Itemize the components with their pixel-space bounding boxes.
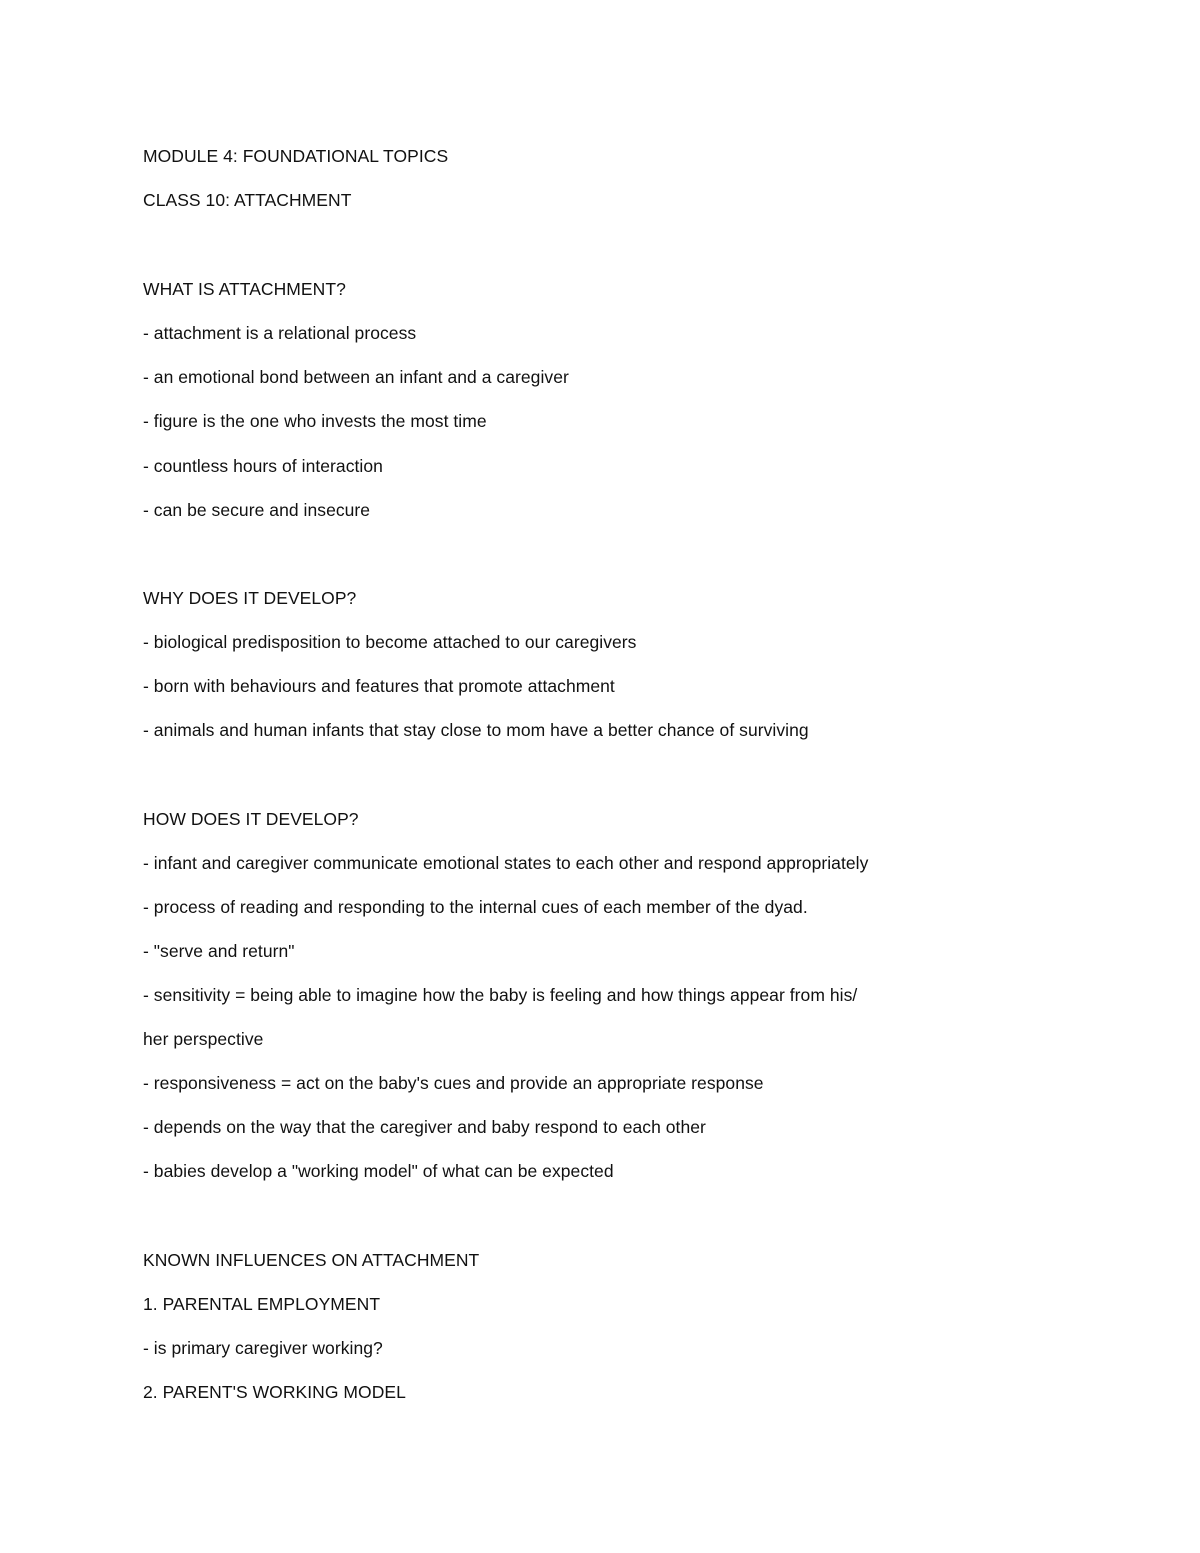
bullet-line: - infant and caregiver communicate emotional states to each other and respond appropriately (143, 853, 869, 873)
bullet-line: - biological predisposition to become attached to our caregivers (143, 632, 637, 652)
bullet-line: - process of reading and responding to the internal cues of each member of the dyad. (143, 897, 808, 917)
bullet-line: - babies develop a "working model" of what can be expected (143, 1161, 614, 1181)
section-heading-known-influences: KNOWN INFLUENCES ON ATTACHMENT (143, 1250, 480, 1270)
section-heading-how-does-it-develop: HOW DOES IT DEVELOP? (143, 809, 359, 829)
bullet-line: - attachment is a relational process (143, 323, 417, 343)
bullet-line: - an emotional bond between an infant and a caregiver (143, 367, 569, 387)
bullet-line: - responsiveness = act on the baby's cues and provide an appropriate response (143, 1073, 764, 1093)
bullet-line: - sensitivity = being able to imagine how the baby is feeling and how things appear from his/ (143, 985, 858, 1005)
section-heading-why-does-it-develop: WHY DOES IT DEVELOP? (143, 588, 357, 608)
bullet-line: - animals and human infants that stay close to mom have a better chance of surviving (143, 720, 809, 740)
document-title: MODULE 4: FOUNDATIONAL TOPICS (143, 146, 449, 166)
bullet-line: - born with behaviours and features that promote attachment (143, 676, 615, 696)
document-subtitle: CLASS 10: ATTACHMENT (143, 190, 352, 210)
bullet-line: - "serve and return" (143, 941, 295, 961)
numbered-item: 2. PARENT'S WORKING MODEL (143, 1382, 406, 1402)
continuation-line: her perspective (143, 1029, 264, 1049)
bullet-line: - figure is the one who invests the most time (143, 411, 487, 431)
bullet-line: - countless hours of interaction (143, 456, 383, 476)
section-heading-what-is-attachment: WHAT IS ATTACHMENT? (143, 279, 346, 299)
numbered-item: 1. PARENTAL EMPLOYMENT (143, 1294, 381, 1314)
bullet-line: - is primary caregiver working? (143, 1338, 383, 1358)
bullet-line: - depends on the way that the caregiver and baby respond to each other (143, 1117, 706, 1137)
bullet-line: - can be secure and insecure (143, 500, 371, 520)
